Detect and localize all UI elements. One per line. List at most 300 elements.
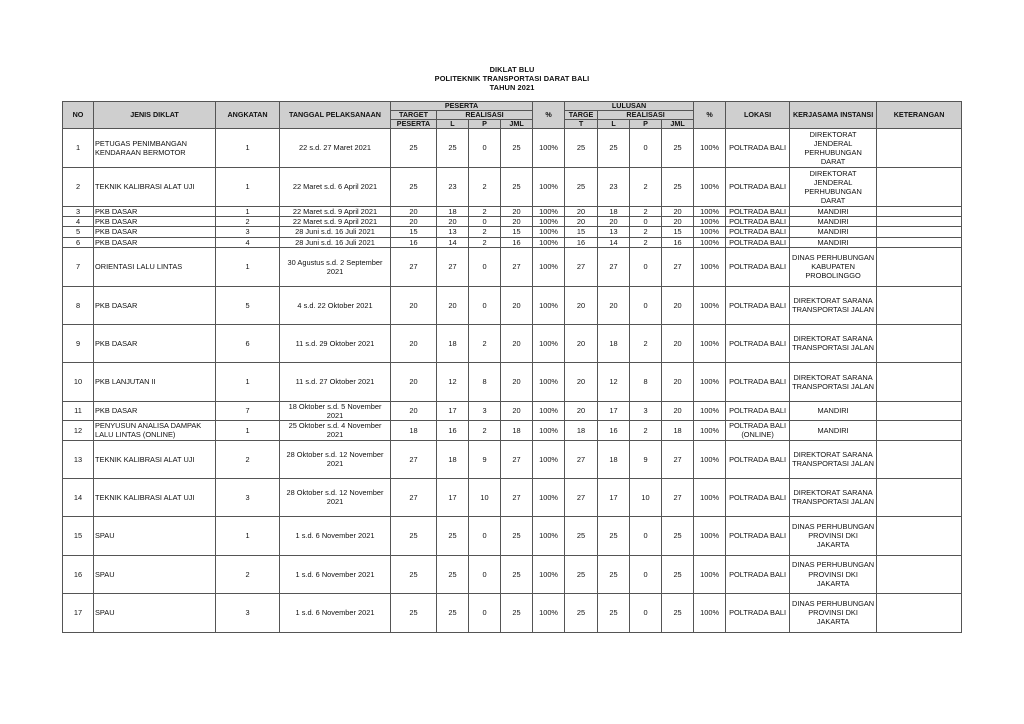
cell-jenis-diklat: PENYUSUN ANALISA DAMPAK LALU LINTAS (ONLINE) bbox=[94, 421, 216, 440]
cell-lulusan-l: 13 bbox=[598, 227, 630, 237]
cell-target-peserta: 27 bbox=[391, 440, 437, 478]
col-peserta-l: L bbox=[437, 120, 469, 129]
cell-lulusan-target: 25 bbox=[565, 168, 598, 207]
cell-lulusan-p: 8 bbox=[630, 362, 662, 401]
cell-target-peserta: 20 bbox=[391, 401, 437, 420]
cell-peserta-jml: 27 bbox=[501, 440, 533, 478]
cell-jenis-diklat: PKB DASAR bbox=[94, 324, 216, 362]
cell-lulusan-pct: 100% bbox=[694, 440, 726, 478]
cell-jenis-diklat: PKB DASAR bbox=[94, 227, 216, 237]
table-row bbox=[63, 516, 962, 555]
cell-target-peserta: 25 bbox=[391, 593, 437, 632]
cell-lulusan-target: 25 bbox=[565, 516, 598, 555]
cell-target-peserta: 20 bbox=[391, 362, 437, 401]
cell-keterangan bbox=[877, 207, 962, 217]
cell-peserta-l: 20 bbox=[437, 217, 469, 227]
cell-lulusan-jml: 20 bbox=[662, 362, 694, 401]
cell-lokasi: POLTRADA BALI bbox=[726, 440, 790, 478]
cell-keterangan bbox=[877, 555, 962, 593]
cell-lulusan-pct: 100% bbox=[694, 129, 726, 168]
cell-keterangan bbox=[877, 362, 962, 401]
cell-no: 1 bbox=[63, 129, 94, 168]
cell-keterangan bbox=[877, 440, 962, 478]
col-angkatan: ANGKATAN bbox=[216, 102, 280, 129]
cell-angkatan: 5 bbox=[216, 286, 280, 324]
cell-target-peserta: 16 bbox=[391, 237, 437, 247]
cell-peserta-jml: 20 bbox=[501, 217, 533, 227]
cell-peserta-l: 25 bbox=[437, 555, 469, 593]
cell-no: 14 bbox=[63, 478, 94, 516]
table-row bbox=[63, 593, 962, 632]
cell-angkatan: 2 bbox=[216, 217, 280, 227]
cell-angkatan: 1 bbox=[216, 362, 280, 401]
cell-lulusan-p: 2 bbox=[630, 237, 662, 247]
cell-peserta-jml: 25 bbox=[501, 555, 533, 593]
cell-keterangan bbox=[877, 401, 962, 420]
col-target-peserta-bottom: PESERTA bbox=[391, 120, 437, 129]
cell-peserta-jml: 18 bbox=[501, 421, 533, 440]
cell-peserta-l: 12 bbox=[437, 362, 469, 401]
cell-keterangan bbox=[877, 237, 962, 247]
col-peserta-jml: JML bbox=[501, 120, 533, 129]
cell-no: 13 bbox=[63, 440, 94, 478]
cell-lulusan-p: 0 bbox=[630, 286, 662, 324]
col-lokasi: LOKASI bbox=[726, 102, 790, 129]
cell-jenis-diklat: PKB DASAR bbox=[94, 217, 216, 227]
cell-peserta-pct: 100% bbox=[533, 324, 565, 362]
document-subtitle: POLITEKNIK TRANSPORTASI DARAT BALI bbox=[434, 74, 590, 83]
table-row bbox=[63, 286, 962, 324]
cell-lulusan-jml: 15 bbox=[662, 227, 694, 237]
document-title-block bbox=[0, 65, 1024, 92]
cell-lokasi: POLTRADA BALI (ONLINE) bbox=[726, 421, 790, 440]
cell-peserta-pct: 100% bbox=[533, 516, 565, 555]
cell-no: 3 bbox=[63, 207, 94, 217]
cell-lulusan-target: 18 bbox=[565, 421, 598, 440]
cell-lulusan-p: 0 bbox=[630, 555, 662, 593]
cell-lulusan-p: 2 bbox=[630, 324, 662, 362]
table-header bbox=[63, 102, 962, 129]
cell-kerjasama: DIREKTORAT SARANA TRANSPORTASI JALAN bbox=[790, 286, 877, 324]
cell-kerjasama: DINAS PERHUBUNGAN KABUPATEN PROBOLINGGO bbox=[790, 247, 877, 286]
diklat-table bbox=[62, 101, 962, 633]
cell-tanggal: 11 s.d. 29 Oktober 2021 bbox=[280, 324, 391, 362]
cell-lulusan-l: 25 bbox=[598, 516, 630, 555]
cell-keterangan bbox=[877, 421, 962, 440]
cell-no: 8 bbox=[63, 286, 94, 324]
cell-jenis-diklat: PKB DASAR bbox=[94, 401, 216, 420]
cell-lulusan-p: 9 bbox=[630, 440, 662, 478]
cell-angkatan: 2 bbox=[216, 555, 280, 593]
cell-lulusan-jml: 25 bbox=[662, 168, 694, 207]
cell-tanggal: 1 s.d. 6 November 2021 bbox=[280, 516, 391, 555]
cell-tanggal: 22 Maret s.d. 9 April 2021 bbox=[280, 207, 391, 217]
cell-target-peserta: 25 bbox=[391, 516, 437, 555]
cell-peserta-pct: 100% bbox=[533, 217, 565, 227]
col-lulusan-l: L bbox=[598, 120, 630, 129]
table-row bbox=[63, 478, 962, 516]
table-row bbox=[63, 217, 962, 227]
cell-kerjasama: DIREKTORAT SARANA TRANSPORTASI JALAN bbox=[790, 362, 877, 401]
cell-peserta-p: 0 bbox=[469, 129, 501, 168]
cell-lulusan-pct: 100% bbox=[694, 362, 726, 401]
cell-lulusan-jml: 20 bbox=[662, 401, 694, 420]
cell-peserta-l: 18 bbox=[437, 324, 469, 362]
col-group-realisasi-lulusan: REALISASI bbox=[598, 111, 694, 120]
table-row bbox=[63, 247, 962, 286]
cell-keterangan bbox=[877, 286, 962, 324]
cell-kerjasama: MANDIRI bbox=[790, 227, 877, 237]
cell-lulusan-pct: 100% bbox=[694, 227, 726, 237]
cell-lulusan-jml: 25 bbox=[662, 129, 694, 168]
cell-peserta-l: 14 bbox=[437, 237, 469, 247]
cell-angkatan: 1 bbox=[216, 129, 280, 168]
cell-keterangan bbox=[877, 593, 962, 632]
col-targe-top: TARGE bbox=[565, 111, 598, 120]
cell-keterangan bbox=[877, 129, 962, 168]
cell-angkatan: 1 bbox=[216, 247, 280, 286]
cell-lulusan-pct: 100% bbox=[694, 168, 726, 207]
cell-peserta-jml: 25 bbox=[501, 129, 533, 168]
cell-target-peserta: 20 bbox=[391, 217, 437, 227]
cell-lulusan-pct: 100% bbox=[694, 516, 726, 555]
cell-target-peserta: 20 bbox=[391, 286, 437, 324]
cell-peserta-pct: 100% bbox=[533, 286, 565, 324]
cell-kerjasama: MANDIRI bbox=[790, 217, 877, 227]
cell-lulusan-p: 10 bbox=[630, 478, 662, 516]
col-lulusan-pct: % bbox=[694, 102, 726, 129]
cell-lulusan-l: 27 bbox=[598, 247, 630, 286]
cell-lokasi: POLTRADA BALI bbox=[726, 593, 790, 632]
cell-lulusan-l: 17 bbox=[598, 478, 630, 516]
cell-target-peserta: 25 bbox=[391, 555, 437, 593]
cell-lulusan-l: 18 bbox=[598, 207, 630, 217]
cell-lulusan-pct: 100% bbox=[694, 207, 726, 217]
cell-lulusan-target: 25 bbox=[565, 593, 598, 632]
cell-tanggal: 4 s.d. 22 Oktober 2021 bbox=[280, 286, 391, 324]
cell-angkatan: 1 bbox=[216, 516, 280, 555]
cell-lulusan-target: 25 bbox=[565, 129, 598, 168]
cell-lokasi: POLTRADA BALI bbox=[726, 217, 790, 227]
cell-target-peserta: 27 bbox=[391, 478, 437, 516]
col-target-peserta-top: TARGET bbox=[391, 111, 437, 120]
cell-peserta-jml: 20 bbox=[501, 362, 533, 401]
cell-angkatan: 7 bbox=[216, 401, 280, 420]
cell-lulusan-jml: 20 bbox=[662, 217, 694, 227]
cell-peserta-l: 25 bbox=[437, 516, 469, 555]
cell-peserta-l: 25 bbox=[437, 129, 469, 168]
cell-lulusan-l: 18 bbox=[598, 324, 630, 362]
cell-jenis-diklat: TEKNIK KALIBRASI ALAT UJI bbox=[94, 440, 216, 478]
cell-no: 12 bbox=[63, 421, 94, 440]
table-row bbox=[63, 362, 962, 401]
cell-lulusan-l: 25 bbox=[598, 129, 630, 168]
cell-lulusan-jml: 25 bbox=[662, 555, 694, 593]
cell-kerjasama: DINAS PERHUBUNGAN PROVINSI DKI JAKARTA bbox=[790, 593, 877, 632]
cell-tanggal: 22 Maret s.d. 6 April 2021 bbox=[280, 168, 391, 207]
cell-lulusan-p: 0 bbox=[630, 593, 662, 632]
cell-tanggal: 22 s.d. 27 Maret 2021 bbox=[280, 129, 391, 168]
cell-lulusan-pct: 100% bbox=[694, 593, 726, 632]
cell-lulusan-target: 27 bbox=[565, 440, 598, 478]
cell-peserta-pct: 100% bbox=[533, 478, 565, 516]
cell-peserta-l: 18 bbox=[437, 207, 469, 217]
cell-peserta-pct: 100% bbox=[533, 247, 565, 286]
cell-target-peserta: 20 bbox=[391, 207, 437, 217]
cell-no: 2 bbox=[63, 168, 94, 207]
cell-lulusan-target: 16 bbox=[565, 237, 598, 247]
cell-keterangan bbox=[877, 227, 962, 237]
cell-no: 7 bbox=[63, 247, 94, 286]
cell-jenis-diklat: ORIENTASI LALU LINTAS bbox=[94, 247, 216, 286]
cell-lulusan-l: 25 bbox=[598, 555, 630, 593]
document-year: TAHUN 2021 bbox=[489, 83, 535, 92]
col-lulusan-p: P bbox=[630, 120, 662, 129]
cell-angkatan: 4 bbox=[216, 237, 280, 247]
cell-lulusan-pct: 100% bbox=[694, 247, 726, 286]
cell-peserta-p: 0 bbox=[469, 593, 501, 632]
cell-lulusan-l: 17 bbox=[598, 401, 630, 420]
cell-lokasi: POLTRADA BALI bbox=[726, 286, 790, 324]
cell-keterangan bbox=[877, 324, 962, 362]
cell-lulusan-p: 2 bbox=[630, 227, 662, 237]
cell-lokasi: POLTRADA BALI bbox=[726, 168, 790, 207]
cell-peserta-p: 2 bbox=[469, 324, 501, 362]
cell-tanggal: 25 Oktober s.d. 4 November 2021 bbox=[280, 421, 391, 440]
cell-peserta-jml: 25 bbox=[501, 516, 533, 555]
cell-target-peserta: 20 bbox=[391, 324, 437, 362]
cell-angkatan: 3 bbox=[216, 593, 280, 632]
cell-kerjasama: MANDIRI bbox=[790, 421, 877, 440]
cell-angkatan: 1 bbox=[216, 207, 280, 217]
col-lulusan-jml: JML bbox=[662, 120, 694, 129]
cell-jenis-diklat: PETUGAS PENIMBANGAN KENDARAAN BERMOTOR bbox=[94, 129, 216, 168]
cell-lulusan-target: 20 bbox=[565, 207, 598, 217]
col-group-realisasi-peserta: REALISASI bbox=[437, 111, 533, 120]
col-kerjasama: KERJASAMA INSTANSI bbox=[790, 102, 877, 129]
table-row bbox=[63, 207, 962, 217]
cell-jenis-diklat: PKB DASAR bbox=[94, 286, 216, 324]
cell-jenis-diklat: SPAU bbox=[94, 516, 216, 555]
cell-lokasi: POLTRADA BALI bbox=[726, 362, 790, 401]
cell-kerjasama: DIREKTORAT JENDERAL PERHUBUNGAN DARAT bbox=[790, 168, 877, 207]
document-title: DIKLAT BLU bbox=[489, 65, 535, 74]
cell-peserta-pct: 100% bbox=[533, 237, 565, 247]
cell-lulusan-l: 25 bbox=[598, 593, 630, 632]
cell-peserta-pct: 100% bbox=[533, 401, 565, 420]
cell-no: 10 bbox=[63, 362, 94, 401]
cell-peserta-p: 2 bbox=[469, 227, 501, 237]
cell-lulusan-pct: 100% bbox=[694, 478, 726, 516]
table-row bbox=[63, 440, 962, 478]
table-row bbox=[63, 168, 962, 207]
cell-peserta-pct: 100% bbox=[533, 440, 565, 478]
table-row bbox=[63, 129, 962, 168]
cell-peserta-p: 0 bbox=[469, 286, 501, 324]
col-keterangan: KETERANGAN bbox=[877, 102, 962, 129]
cell-peserta-l: 16 bbox=[437, 421, 469, 440]
cell-peserta-pct: 100% bbox=[533, 593, 565, 632]
cell-tanggal: 28 Juni s.d. 16 Juli 2021 bbox=[280, 227, 391, 237]
cell-peserta-l: 20 bbox=[437, 286, 469, 324]
cell-lulusan-pct: 100% bbox=[694, 237, 726, 247]
cell-peserta-jml: 20 bbox=[501, 207, 533, 217]
cell-lulusan-l: 20 bbox=[598, 217, 630, 227]
cell-tanggal: 30 Agustus s.d. 2 September 2021 bbox=[280, 247, 391, 286]
cell-angkatan: 1 bbox=[216, 168, 280, 207]
cell-peserta-p: 2 bbox=[469, 168, 501, 207]
cell-peserta-p: 10 bbox=[469, 478, 501, 516]
table-row bbox=[63, 227, 962, 237]
cell-peserta-p: 2 bbox=[469, 237, 501, 247]
cell-no: 9 bbox=[63, 324, 94, 362]
cell-peserta-l: 13 bbox=[437, 227, 469, 237]
cell-jenis-diklat: TEKNIK KALIBRASI ALAT UJI bbox=[94, 478, 216, 516]
cell-keterangan bbox=[877, 247, 962, 286]
cell-peserta-l: 27 bbox=[437, 247, 469, 286]
cell-keterangan bbox=[877, 217, 962, 227]
cell-kerjasama: MANDIRI bbox=[790, 237, 877, 247]
table-row bbox=[63, 324, 962, 362]
cell-tanggal: 28 Oktober s.d. 12 November 2021 bbox=[280, 440, 391, 478]
cell-tanggal: 11 s.d. 27 Oktober 2021 bbox=[280, 362, 391, 401]
cell-kerjasama: DINAS PERHUBUNGAN PROVINSI DKI JAKARTA bbox=[790, 555, 877, 593]
cell-tanggal: 28 Juni s.d. 16 Juli 2021 bbox=[280, 237, 391, 247]
cell-lulusan-jml: 27 bbox=[662, 478, 694, 516]
cell-peserta-jml: 27 bbox=[501, 478, 533, 516]
cell-kerjasama: MANDIRI bbox=[790, 207, 877, 217]
cell-tanggal: 18 Oktober s.d. 5 November 2021 bbox=[280, 401, 391, 420]
cell-no: 15 bbox=[63, 516, 94, 555]
cell-jenis-diklat: PKB DASAR bbox=[94, 207, 216, 217]
cell-no: 11 bbox=[63, 401, 94, 420]
cell-lulusan-jml: 20 bbox=[662, 286, 694, 324]
cell-lulusan-target: 15 bbox=[565, 227, 598, 237]
col-no: NO bbox=[63, 102, 94, 129]
col-jenis-diklat: JENIS DIKLAT bbox=[94, 102, 216, 129]
cell-lulusan-l: 18 bbox=[598, 440, 630, 478]
cell-peserta-p: 0 bbox=[469, 247, 501, 286]
cell-lokasi: POLTRADA BALI bbox=[726, 401, 790, 420]
cell-lulusan-pct: 100% bbox=[694, 286, 726, 324]
cell-jenis-diklat: PKB DASAR bbox=[94, 237, 216, 247]
cell-angkatan: 1 bbox=[216, 421, 280, 440]
cell-lokasi: POLTRADA BALI bbox=[726, 207, 790, 217]
cell-lulusan-p: 3 bbox=[630, 401, 662, 420]
cell-no: 16 bbox=[63, 555, 94, 593]
cell-peserta-pct: 100% bbox=[533, 555, 565, 593]
cell-lulusan-jml: 25 bbox=[662, 516, 694, 555]
cell-target-peserta: 15 bbox=[391, 227, 437, 237]
cell-peserta-pct: 100% bbox=[533, 362, 565, 401]
cell-tanggal: 1 s.d. 6 November 2021 bbox=[280, 593, 391, 632]
cell-kerjasama: DIREKTORAT SARANA TRANSPORTASI JALAN bbox=[790, 478, 877, 516]
cell-tanggal: 22 Maret s.d. 9 April 2021 bbox=[280, 217, 391, 227]
cell-lulusan-p: 0 bbox=[630, 516, 662, 555]
cell-lulusan-jml: 20 bbox=[662, 324, 694, 362]
cell-lulusan-l: 16 bbox=[598, 421, 630, 440]
cell-lulusan-pct: 100% bbox=[694, 421, 726, 440]
cell-lokasi: POLTRADA BALI bbox=[726, 555, 790, 593]
cell-peserta-jml: 27 bbox=[501, 247, 533, 286]
cell-lokasi: POLTRADA BALI bbox=[726, 324, 790, 362]
cell-lokasi: POLTRADA BALI bbox=[726, 478, 790, 516]
cell-peserta-pct: 100% bbox=[533, 207, 565, 217]
table-row bbox=[63, 237, 962, 247]
cell-peserta-pct: 100% bbox=[533, 129, 565, 168]
cell-tanggal: 28 Oktober s.d. 12 November 2021 bbox=[280, 478, 391, 516]
cell-lokasi: POLTRADA BALI bbox=[726, 129, 790, 168]
cell-peserta-p: 2 bbox=[469, 421, 501, 440]
cell-lulusan-pct: 100% bbox=[694, 217, 726, 227]
cell-target-peserta: 25 bbox=[391, 129, 437, 168]
cell-no: 17 bbox=[63, 593, 94, 632]
cell-peserta-pct: 100% bbox=[533, 421, 565, 440]
cell-lulusan-p: 0 bbox=[630, 247, 662, 286]
table-row bbox=[63, 401, 962, 420]
cell-lokasi: POLTRADA BALI bbox=[726, 247, 790, 286]
cell-target-peserta: 18 bbox=[391, 421, 437, 440]
table-body bbox=[63, 129, 962, 633]
cell-peserta-jml: 15 bbox=[501, 227, 533, 237]
cell-lulusan-p: 2 bbox=[630, 168, 662, 207]
cell-jenis-diklat: SPAU bbox=[94, 555, 216, 593]
cell-peserta-p: 0 bbox=[469, 555, 501, 593]
cell-keterangan bbox=[877, 516, 962, 555]
cell-keterangan bbox=[877, 168, 962, 207]
cell-lulusan-target: 20 bbox=[565, 362, 598, 401]
cell-peserta-p: 2 bbox=[469, 207, 501, 217]
cell-peserta-jml: 16 bbox=[501, 237, 533, 247]
table-row bbox=[63, 555, 962, 593]
cell-lulusan-p: 2 bbox=[630, 421, 662, 440]
cell-peserta-jml: 25 bbox=[501, 168, 533, 207]
cell-kerjasama: DIREKTORAT SARANA TRANSPORTASI JALAN bbox=[790, 324, 877, 362]
cell-lokasi: POLTRADA BALI bbox=[726, 237, 790, 247]
col-peserta-p: P bbox=[469, 120, 501, 129]
col-tanggal: TANGGAL PELAKSANAAN bbox=[280, 102, 391, 129]
cell-peserta-p: 0 bbox=[469, 217, 501, 227]
cell-lulusan-jml: 18 bbox=[662, 421, 694, 440]
cell-lulusan-jml: 20 bbox=[662, 207, 694, 217]
col-group-peserta: PESERTA bbox=[391, 102, 533, 111]
cell-lulusan-l: 20 bbox=[598, 286, 630, 324]
cell-lulusan-jml: 16 bbox=[662, 237, 694, 247]
cell-lulusan-target: 20 bbox=[565, 286, 598, 324]
cell-lulusan-l: 23 bbox=[598, 168, 630, 207]
cell-lokasi: POLTRADA BALI bbox=[726, 227, 790, 237]
cell-tanggal: 1 s.d. 6 November 2021 bbox=[280, 555, 391, 593]
cell-lulusan-jml: 25 bbox=[662, 593, 694, 632]
cell-target-peserta: 27 bbox=[391, 247, 437, 286]
cell-lulusan-target: 20 bbox=[565, 324, 598, 362]
cell-lulusan-p: 2 bbox=[630, 207, 662, 217]
cell-no: 4 bbox=[63, 217, 94, 227]
cell-peserta-jml: 20 bbox=[501, 286, 533, 324]
cell-lulusan-target: 20 bbox=[565, 401, 598, 420]
cell-kerjasama: DINAS PERHUBUNGAN PROVINSI DKI JAKARTA bbox=[790, 516, 877, 555]
cell-lulusan-target: 20 bbox=[565, 217, 598, 227]
cell-angkatan: 3 bbox=[216, 227, 280, 237]
cell-peserta-l: 17 bbox=[437, 478, 469, 516]
cell-lulusan-p: 0 bbox=[630, 129, 662, 168]
cell-jenis-diklat: SPAU bbox=[94, 593, 216, 632]
cell-kerjasama: DIREKTORAT SARANA TRANSPORTASI JALAN bbox=[790, 440, 877, 478]
cell-kerjasama: MANDIRI bbox=[790, 401, 877, 420]
cell-peserta-p: 3 bbox=[469, 401, 501, 420]
cell-lulusan-jml: 27 bbox=[662, 440, 694, 478]
cell-peserta-pct: 100% bbox=[533, 168, 565, 207]
